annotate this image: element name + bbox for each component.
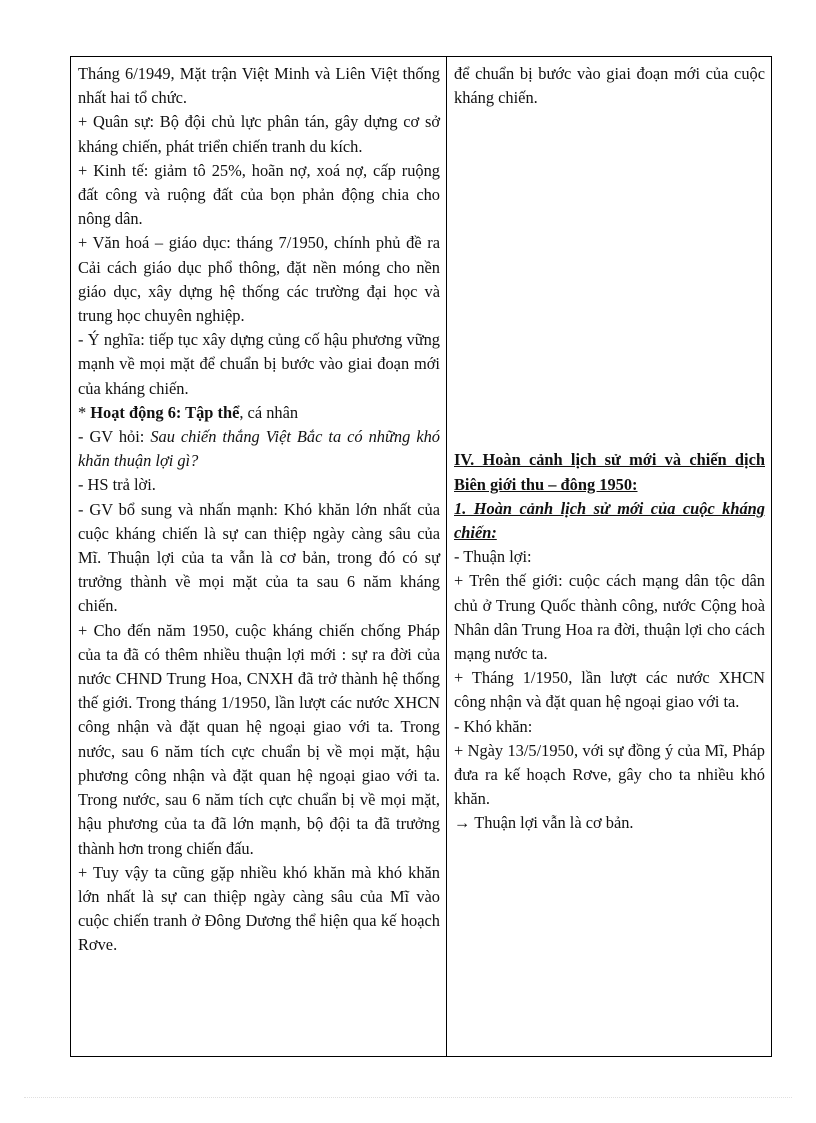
- difficulties-label: - Khó khăn:: [454, 716, 533, 736]
- paragraph-culture-education: + Văn hoá – giáo dục: tháng 7/1950, chính phủ đề ra Cải cách giáo dục phổ thông, đặt nền móng cho nền giáo dục, xây dựng hệ thống các trường đại học và trung học chuyên nghiệp.: [78, 233, 440, 326]
- teacher-question-text: Sau chiến thắng Việt Bắc ta có những khó khăn thuận lợi gì?: [78, 427, 440, 471]
- student-answer: - HS trả lời.: [78, 475, 156, 495]
- activity-title: Hoạt động 6: Tập thể: [90, 402, 240, 422]
- right-column-spacer: [454, 110, 765, 448]
- section-subheading: 1. Hoàn cảnh lịch sử mới của cuộc kháng chiến:: [454, 498, 765, 543]
- paragraph-military: + Quân sự: Bộ đội chủ lực phân tán, gây dựng cơ sở kháng chiến, phát triển chiến tranh du kích.: [78, 112, 440, 156]
- section-heading: IV. Hoàn cảnh lịch sử mới và chiến dịch Biên giới thu – đông 1950:: [454, 450, 765, 494]
- advantages-label: - Thuận lợi:: [454, 547, 532, 567]
- right-top-text: để chuẩn bị bước vào giai đoạn mới của cuộc kháng chiến.: [454, 64, 765, 108]
- teacher-emphasis: - GV bổ sung và nhấn mạnh: Khó khăn lớn nhất của cuộc kháng chiến là sự can thiệp ngày càng sâu của Mĩ. Thuận lợi của ta vẫn là cơ bản, trong đó có sự trưởng thành về mọi mặt của ta sau 6 năm kháng chiến.: [78, 499, 440, 616]
- conclusion-text: Thuận lợi vẫn là cơ bản.: [470, 813, 634, 833]
- conclusion: [454, 811, 765, 835]
- activity-mode: , cá nhân: [239, 402, 299, 422]
- paragraph-economy: + Kinh tế: giảm tô 25%, hoãn nợ, xoá nợ, cấp ruộng đất công và ruộng đất của bọn phản động chia cho nông dân.: [78, 160, 440, 229]
- paragraph-new-advantages: + Cho đến năm 1950, cuộc kháng chiến chống Pháp của ta đã có thêm nhiều thuận lợi mới : sự ra đời của nước CHND Trung Hoa, CNXH đã trở thành hệ thống thế giới. Trong tháng 1/1950, lần lượt các nước XHCN công nhận và đặt quan hệ ngoại giao với ta. Trong nước, sau 6 năm tích cực chuẩn bị về mọi mặt, hậu phương công nhận và đặt quan hệ ngoại giao với ta. Trong nước, sau 6 năm tích cực chuẩn bị về mọi mặt, hậu phương của ta đã lớn mạnh, bộ đội ta đã trưởng thành hơn trong chiến đấu.: [78, 620, 440, 858]
- right-column-cell: [447, 57, 772, 1057]
- activity-prefix: *: [78, 402, 91, 422]
- paragraph-significance: - Ý nghĩa: tiếp tục xây dựng củng cố hậu phương vững mạnh về mọi mặt để chuẩn bị bước vào giai đoạn mới của kháng chiến.: [78, 330, 440, 398]
- paragraph-difficulties: + Tuy vậy ta cũng gặp nhiều khó khăn mà khó khăn lớn nhất là sự can thiệp ngày càng sâu của Mĩ vào cuộc chiến tranh ở Đông Dương thể hiện qua kế hoạch Rơve.: [78, 862, 440, 955]
- difficulty-revers-plan: + Ngày 13/5/1950, với sự đồng ý của Mĩ, Pháp đưa ra kế hoạch Rơve, gây cho ta nhiều khó khăn.: [454, 740, 765, 809]
- page-bottom-divider: [24, 1097, 792, 1098]
- activity-heading: [78, 401, 440, 425]
- teacher-question-label: - GV hỏi:: [78, 427, 151, 447]
- advantage-january: + Tháng 1/1950, lần lượt các nước XHCN công nhận và đặt quan hệ ngoại giao với ta.: [454, 668, 765, 712]
- teacher-question: [78, 425, 440, 473]
- table-row: [71, 57, 772, 1057]
- arrow-right-icon: →: [454, 813, 471, 833]
- advantage-world: + Trên thế giới: cuộc cách mạng dân tộc dân chủ ở Trung Quốc thành công, nước Cộng hoà Nhân dân Trung Hoa ra đời, thuận lợi cho cách mạng nước ta.: [454, 571, 765, 664]
- lesson-table: [70, 56, 772, 1057]
- left-column-cell: [71, 57, 447, 1057]
- paragraph-front-unification: Tháng 6/1949, Mặt trận Việt Minh và Liên Việt thống nhất hai tổ chức.: [78, 64, 440, 108]
